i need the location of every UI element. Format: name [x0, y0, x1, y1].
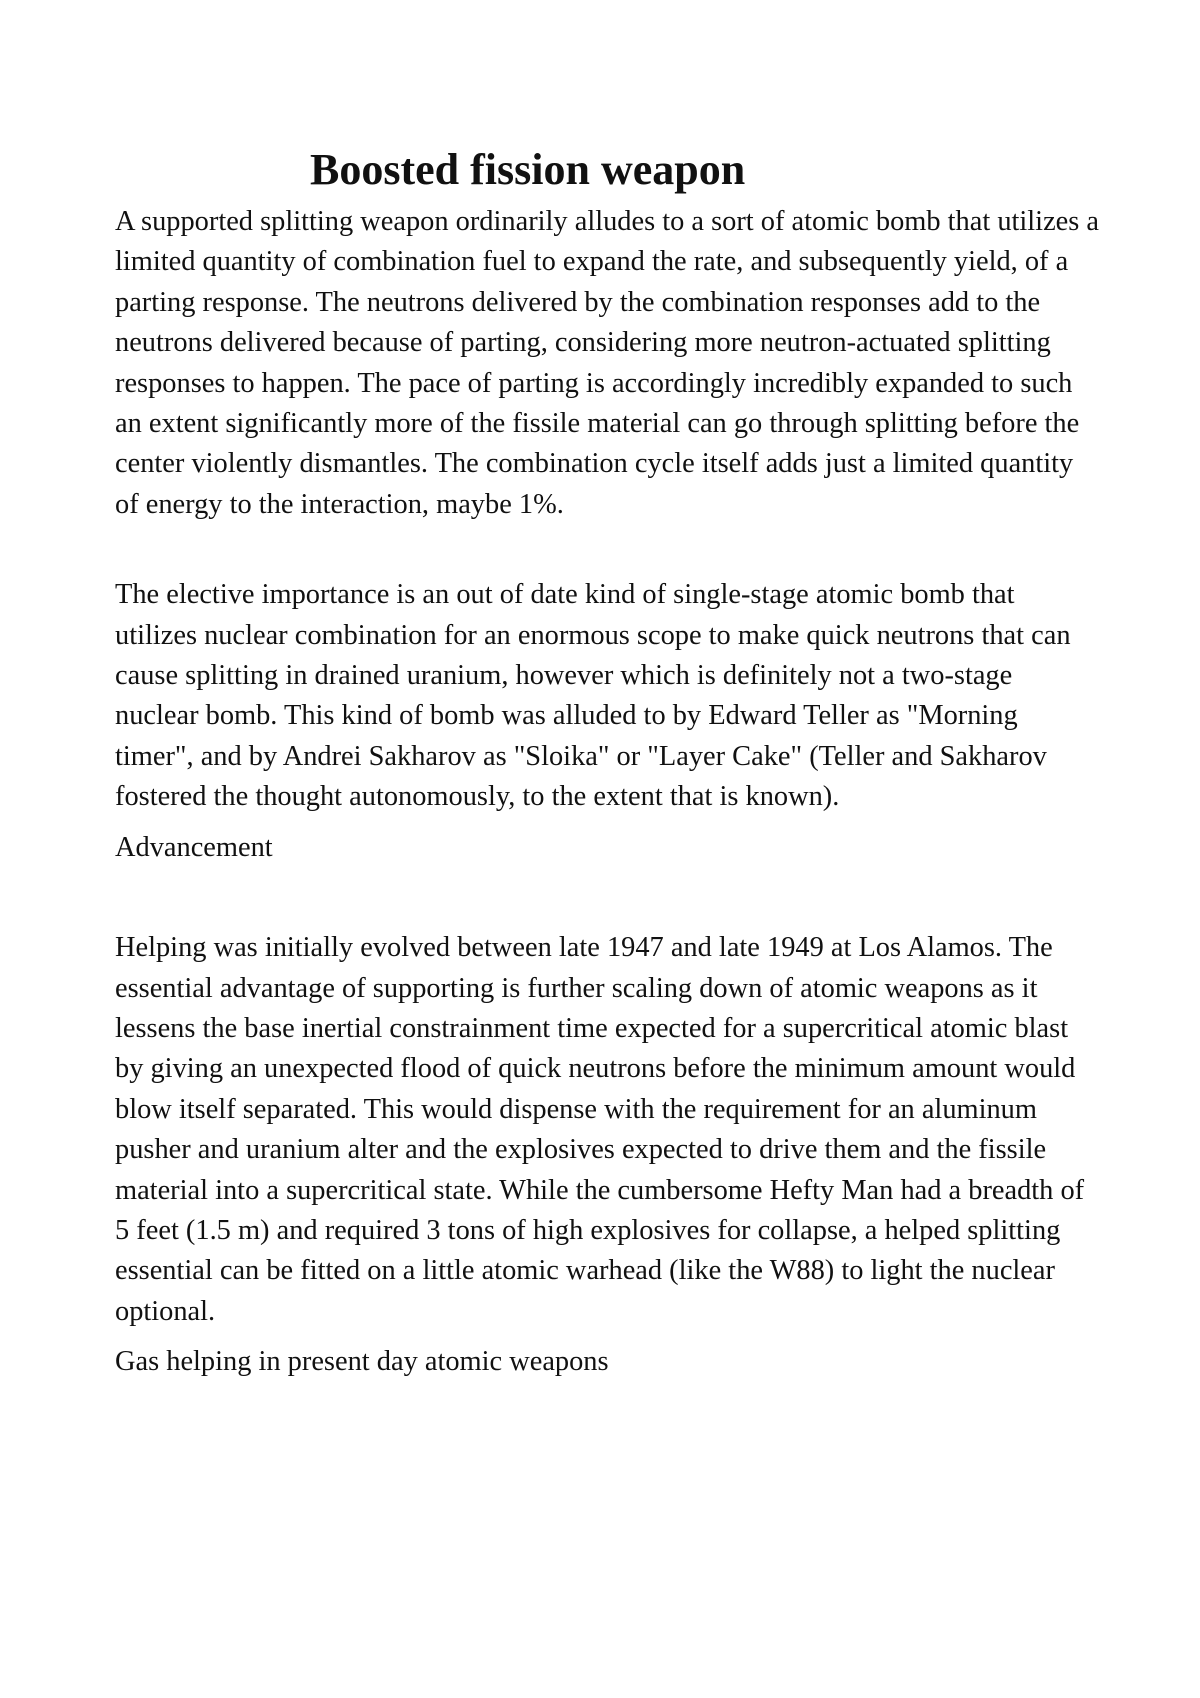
document-body	[115, 140, 1100, 1383]
paragraph-development: Helping was initially evolved between late 1947 and late 1949 at Los Alamos. The essential advantage of supporting is further scaling down of atomic weapons as it lessens the base inertial constrainment time expected for a supercritical atomic blast by giving an unexpected flood of quick neutrons before the minimum amount would blow itself separated. This would dispense with the requirement for an aluminum pusher and uranium alter and the explosives expected to drive them and the fissile material into a supercritical state. While the cumbersome Hefty Man had a breadth of 5 feet (1.5 m) and required 3 tons of high explosives for collapse, a helped splitting essential can be fitted on a little atomic warhead (like the W88) to light the nuclear optional.	[115, 932, 1085, 1327]
paragraph-intro: A supported splitting weapon ordinarily alludes to a sort of atomic bomb that utilizes a limited quantity of combination fuel to expand the rate, and subsequently yield, of a parting response. The neutrons delivered by the combination responses add to the neutrons delivered because of parting, considering more neutron-actuated splitting responses to happen. The pace of parting is accordingly incredibly expanded to such an extent significantly more of the fissile material can go through splitting before the center violently dismantles. The combination cycle itself adds just a limited quantity of energy to the interaction, maybe 1%.	[115, 206, 1100, 520]
section-heading-advancement: Advancement	[115, 831, 273, 863]
document-title: Boosted fission weapon	[310, 145, 746, 194]
paragraph-alternative-meaning: The elective importance is an out of date kind of single-stage atomic bomb that utilizes nuclear combination for an enormous scope to make quick neutrons that can cause splitting in drained uranium, however which is definitely not a two-stage nuclear bomb. This kind of bomb was alluded to by Edward Teller as "Morning timer", and by Andrei Sakharov as "Sloika" or "Layer Cake" (Teller and Sakharov fostered the thought autonomously, to the extent that is known).	[115, 579, 1071, 813]
section-heading-gas-boosting: Gas helping in present day atomic weapons	[115, 1346, 609, 1378]
